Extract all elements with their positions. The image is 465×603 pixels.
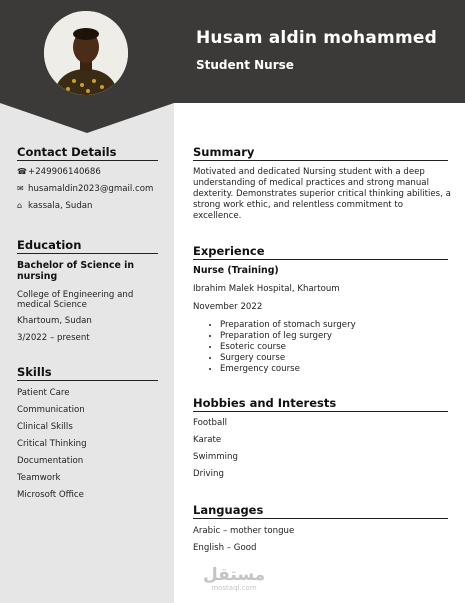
skill-item: Documentation — [17, 456, 84, 466]
contact-email — [17, 184, 153, 194]
experience-bullet: • Esoteric course — [220, 342, 356, 353]
skill-item: Patient Care — [17, 388, 70, 398]
languages-heading: Languages — [193, 503, 264, 517]
summary-line: Motivated and dedicated Nursing student with a deep — [193, 167, 425, 177]
candidate-name: Husam aldin mohammed — [196, 28, 437, 48]
hobbies-divider — [193, 411, 448, 412]
experience-divider — [193, 259, 448, 260]
avatar — [44, 11, 128, 95]
sidebar-panel — [0, 103, 174, 603]
hobby-item: Swimming — [193, 452, 238, 462]
header-chevron — [0, 103, 174, 133]
experience-bullet: • Preparation of stomach surgery — [220, 320, 356, 331]
address-text: kassala, Sudan — [28, 201, 93, 211]
summary-heading: Summary — [193, 145, 255, 159]
skills-divider — [17, 380, 158, 381]
summary-line: strong work ethic, and relentless commitment to — [193, 200, 403, 210]
contact-divider — [17, 160, 158, 161]
phone-icon: ☎ — [17, 167, 27, 176]
hobbies-heading: Hobbies and Interests — [193, 396, 337, 410]
school-line-1: College of Engineering and — [17, 290, 134, 300]
contact-heading: Contact Details — [17, 145, 117, 159]
education-divider — [17, 253, 158, 254]
envelope-icon: ✉ — [17, 184, 24, 193]
job-date: November 2022 — [193, 302, 263, 312]
education-location: Khartoum, Sudan — [17, 316, 92, 326]
watermark-latin: mostaql.com — [211, 584, 257, 592]
profile-photo — [44, 11, 128, 95]
language-item: Arabic – mother tongue — [193, 526, 295, 536]
job-title: Nurse (Training) — [193, 265, 279, 276]
experience-bullet: • Emergency course — [220, 364, 356, 375]
experience-bullets — [220, 320, 356, 375]
experience-bullet: • Surgery course — [220, 353, 356, 364]
employer: Ibrahim Malek Hospital, Khartoum — [193, 284, 340, 294]
candidate-role: Student Nurse — [196, 58, 294, 72]
hobby-item: Football — [193, 418, 228, 428]
hobby-item: Driving — [193, 469, 224, 479]
education-dates: 3/2022 – present — [17, 333, 90, 343]
mostaql-watermark — [203, 566, 265, 592]
degree-line-1: Bachelor of Science in — [17, 260, 135, 271]
skill-item: Teamwork — [17, 473, 61, 483]
education-heading: Education — [17, 238, 82, 252]
contact-address — [17, 201, 93, 211]
skill-item: Clinical Skills — [17, 422, 73, 432]
skills-heading: Skills — [17, 365, 52, 379]
contact-phone — [17, 167, 101, 177]
languages-divider — [193, 518, 448, 519]
experience-heading: Experience — [193, 244, 265, 258]
summary-line: dexterity. Demonstrates superior critical thinking abilities, a — [193, 189, 451, 199]
degree-line-2: nursing — [17, 271, 58, 282]
email-text: husamaldin2023@gmail.com — [28, 184, 154, 194]
summary-line: excellence. — [193, 211, 242, 221]
language-item: English – Good — [193, 543, 257, 553]
hobby-item: Karate — [193, 435, 222, 445]
skill-item: Communication — [17, 405, 85, 415]
skill-item: Critical Thinking — [17, 439, 87, 449]
phone-text: +249906140686 — [28, 167, 101, 177]
skill-item: Microsoft Office — [17, 490, 84, 500]
watermark-arabic: مستقل — [203, 565, 266, 585]
home-icon: ⌂ — [17, 201, 23, 210]
summary-line: understanding of medical practices and strong manual — [193, 178, 429, 188]
experience-bullet: • Preparation of leg surgery — [220, 331, 356, 342]
summary-divider — [193, 160, 448, 161]
school-line-2: medical Science — [17, 300, 87, 310]
